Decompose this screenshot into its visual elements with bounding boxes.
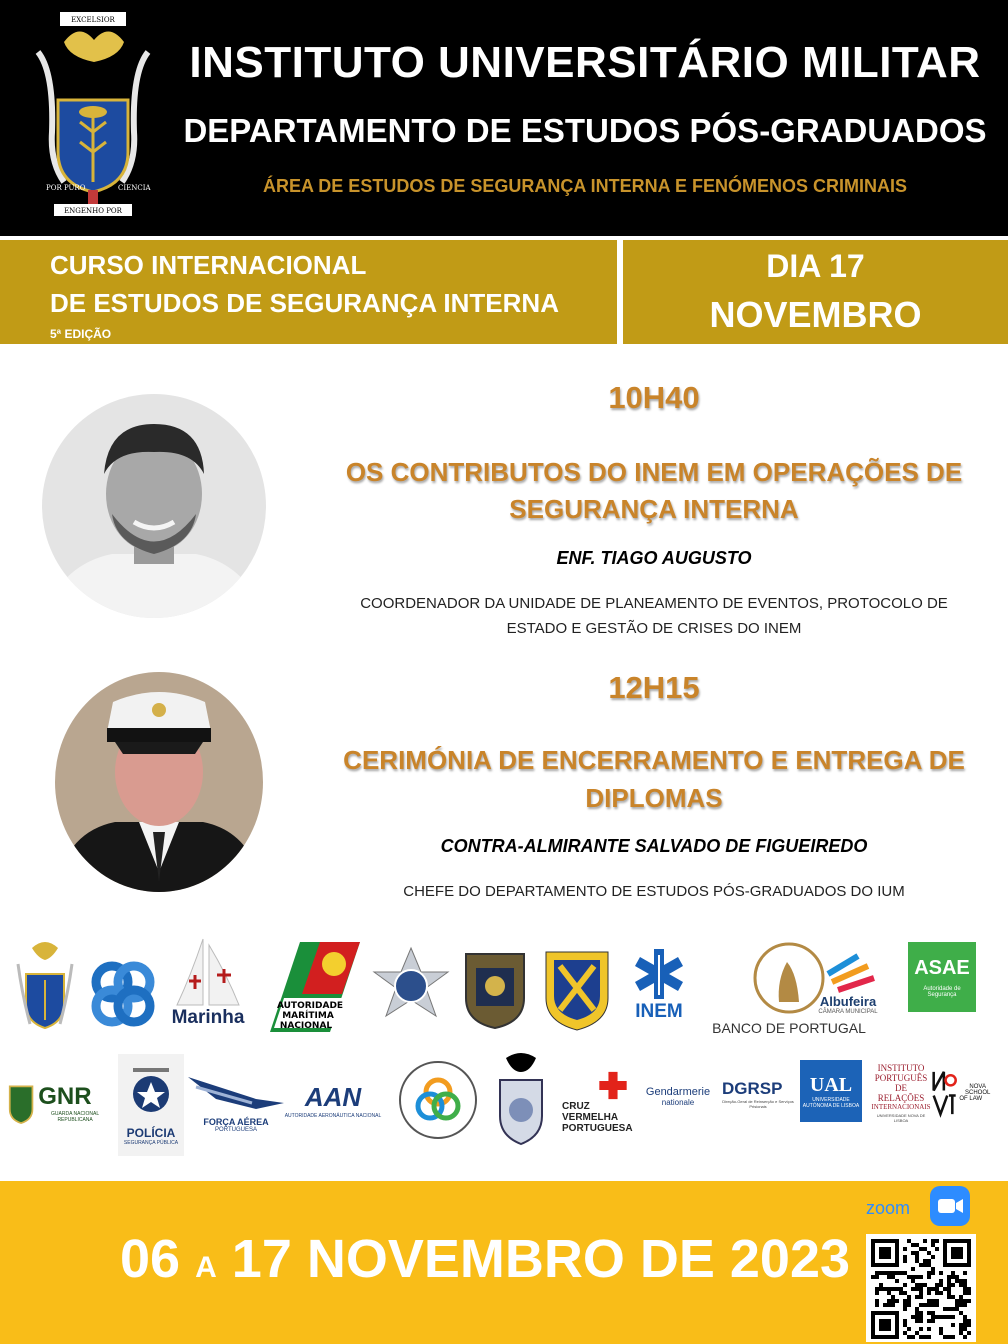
ual-logo: UAL UNIVERSIDADE AUTÓNOMA DE LISBOA [800,1060,862,1122]
gnr-shield-icon [8,1080,34,1126]
svg-text:NACIONAL: NACIONAL [279,1021,333,1031]
policia-judiciaria-militar-badge-icon [542,940,612,1032]
svg-text:MARÍTIMA: MARÍTIMA [282,1011,334,1021]
session-1-speaker: ENF. TIAGO AUGUSTO [556,548,752,568]
course-title-line1: CURSO INTERNACIONAL [50,250,367,280]
speaker-photo-salvado-de-figueiredo [55,672,263,892]
session-1-role-line2: ESTADO E GESTÃO DE CRISES DO INEM [506,620,802,637]
aan-logo: AAN AUTORIDADE AERONÁUTICA NACIONAL [284,1081,382,1119]
day-label: DIA 17 [766,248,865,284]
ium-crest-icon [24,12,162,222]
albufeira-star-icon [818,952,878,994]
session-1-title-line1: OS CONTRIBUTOS DO INEM EM OPERAÇÕES DE [345,457,963,487]
inem-logo: INEM [626,942,692,1028]
gnr-logo: GNR GUARDA NACIONAL REPUBLICANA [8,1076,112,1130]
dgrsp-logo: DGRSP Direção-Geral de Reinserção e Serviços Prisionais [722,1079,794,1109]
svg-text:CIENCIA: CIENCIA [118,184,151,192]
session-2-time: 12H15 [608,670,700,705]
course-edition: 5ª EDIÇÃO [50,327,112,341]
nova-school-of-law-logo: NOVA SCHOOL OF LAW [932,1062,996,1124]
policia-maritima-star-icon [370,946,452,1028]
albufeira-logo: Albufeira CÂMARA MUNICIPAL [802,946,894,1020]
zoom-camera-icon [930,1186,970,1226]
partner-logo-blue-knot-icon [90,958,156,1030]
nova-mark-icon [932,1066,957,1120]
session-2-title-line1: CERIMÓNIA DE ENCERRAMENTO E ENTREGA DE [343,745,965,775]
banco-de-portugal-logo: BANCO DE PORTUGAL [704,938,874,1038]
session-2-role: CHEFE DO DEPARTAMENTO DE ESTUDOS PÓS-GRADUADOS DO IUM [403,883,905,900]
svg-text:EXCELSIOR: EXCELSIOR [71,16,115,24]
gendarmerie-logo: Gendarmerie nationale [645,1085,711,1107]
ipri-logo: INSTITUTO PORTUGUÊS DE RELAÇÕES INTERNACIONAIS UNIVERSIDADE NOVA DE LISBOA [871,1063,931,1123]
svg-text:AUTORIDADE: AUTORIDADE [276,1001,344,1011]
forca-aerea-logo: FORÇA AÉREA PORTUGUESA [184,1068,288,1138]
session-2-title-line2: DIPLOMAS [585,783,723,813]
military-crest-icon [490,1050,552,1150]
star-of-life-icon [634,947,684,1001]
marinha-logo: Marinha [160,930,256,1034]
area-subtitle: ÁREA DE ESTUDOS DE SEGURANÇA INTERNA E FENÓMENOS CRIMINAIS [262,176,908,196]
institute-title: INSTITUTO UNIVERSITÁRIO MILITAR [189,38,981,87]
psp-logo: POLÍCIA SEGURANÇA PÚBLICA [118,1054,184,1156]
svg-text:ENGENHO POR: ENGENHO POR [64,207,122,215]
cruz-vermelha-logo: CRUZ VERMELHA PORTUGUESA [562,1070,636,1134]
policia-judiciaria-badge-icon [460,944,530,1030]
session-1-role-line1: COORDENADOR DA UNIDADE DE PLANEAMENTO DE EVENTOS, PROTOCOLO DE [360,595,948,612]
protecao-civil-emblem-icon [396,1058,480,1142]
zoom-label: zoom [866,1198,911,1218]
svg-text:POR PURO: POR PURO [46,184,86,192]
date-separator: A [195,1251,217,1284]
event-dates [120,1228,850,1290]
autoridade-maritima-nacional-logo [270,942,360,1032]
red-cross-icon [596,1070,630,1101]
session-1-title-line2: SEGURANÇA INTERNA [509,494,799,524]
course-title-line2: DE ESTUDOS DE SEGURANÇA INTERNA [50,288,559,318]
session-2-speaker: CONTRA-ALMIRANTE SALVADO DE FIGUEIREDO [440,836,868,856]
sail-cross-icon [173,935,243,1007]
eagle-wing-icon [186,1073,286,1117]
start-day: 06 [120,1229,181,1289]
month-label: NOVEMBRO [709,294,922,335]
department-title: DEPARTAMENTO DE ESTUDOS PÓS-GRADUADOS [183,112,987,149]
speaker-photo-tiago-augusto [42,394,266,618]
qr-code-icon[interactable] [866,1234,976,1342]
session-1-time: 10H40 [608,380,700,415]
asae-logo: ASAE Autoridade de Segurança [908,942,976,1012]
end-date: 17 NOVEMBRO DE 2023 [231,1229,851,1289]
psp-crest-icon [129,1064,173,1126]
ium-crest-small-icon [12,934,78,1038]
